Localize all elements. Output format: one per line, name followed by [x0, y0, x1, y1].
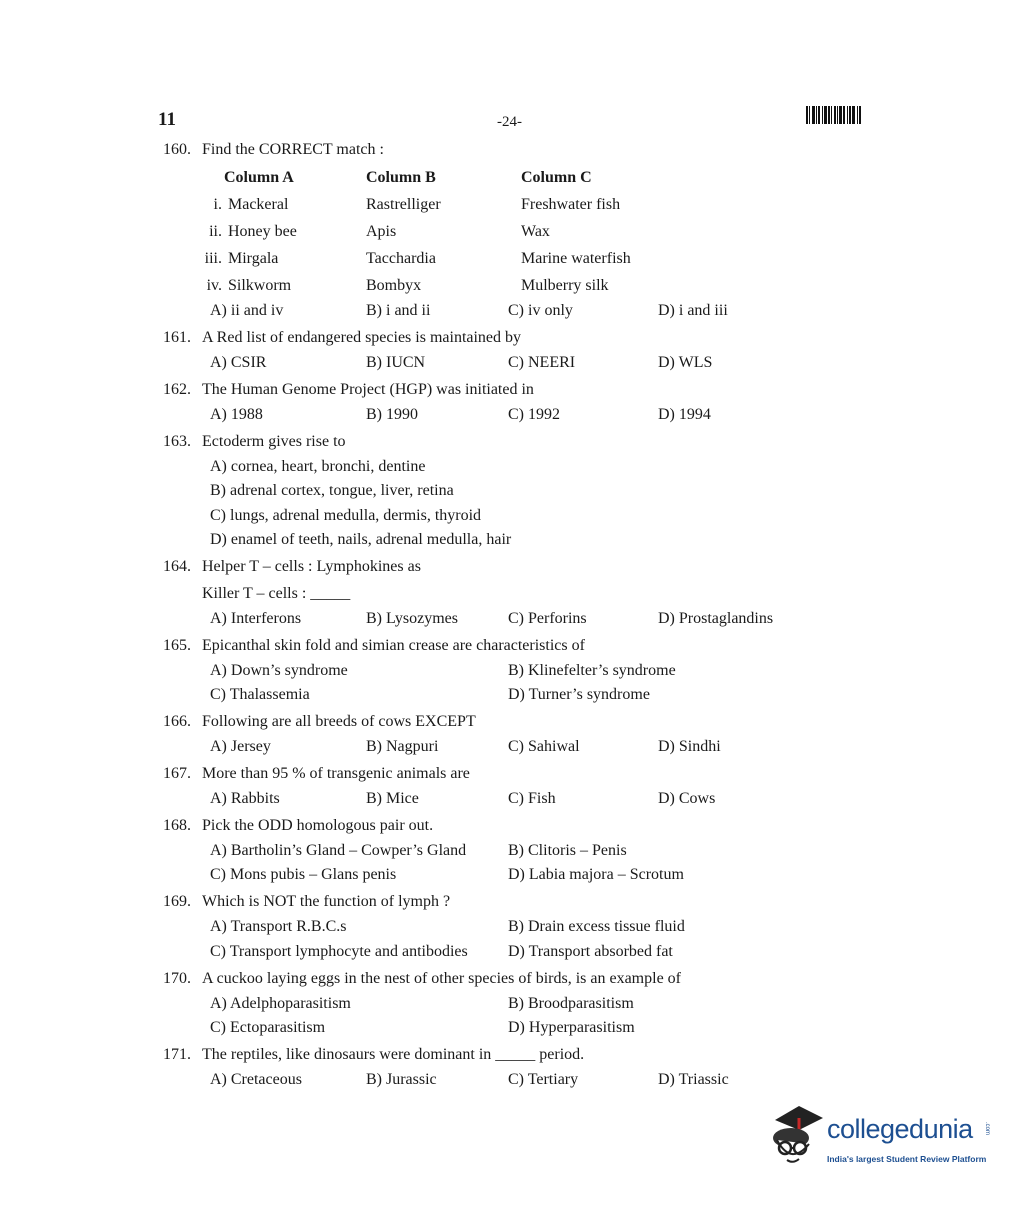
logo-tagline: India's largest Student Review Platform [827, 1154, 987, 1164]
option-a: A) ii and iv [210, 302, 284, 319]
option-d: D) Triassic [658, 1071, 729, 1088]
option-a: A) Transport R.B.C.s [210, 918, 347, 935]
question-number: 161. [163, 329, 191, 346]
question-stem: Following are all breeds of cows EXCEPT [202, 713, 476, 730]
question-stem: Ectoderm gives rise to [202, 433, 346, 450]
question-number: 165. [163, 637, 191, 654]
question-stem: Find the CORRECT match : [202, 141, 384, 158]
option-d: D) Hyperparasitism [508, 1019, 635, 1036]
column-a-cell: Silkworm [228, 277, 292, 294]
question-number: 160. [163, 141, 191, 158]
column-b-cell: Apis [366, 223, 397, 240]
question-number: 163. [163, 433, 191, 450]
option-a: A) CSIR [210, 354, 267, 371]
column-b-header: Column B [366, 169, 436, 186]
option-b: B) Clitoris – Penis [508, 842, 627, 859]
option-d: D) Transport absorbed fat [508, 943, 673, 960]
column-a-cell: Honey bee [228, 223, 297, 240]
column-b-cell: Bombyx [366, 277, 422, 294]
question-stem: More than 95 % of transgenic animals are [202, 765, 470, 782]
row-numeral: ii. [209, 223, 222, 240]
question-stem: A Red list of endangered species is maintained by [202, 329, 522, 346]
question-number: 169. [163, 893, 191, 910]
column-a-cell: Mackeral [228, 196, 289, 213]
option-b: B) Lysozymes [366, 610, 458, 627]
option-a: A) Adelphoparasitism [210, 995, 351, 1012]
option-c: C) Ectoparasitism [210, 1019, 326, 1036]
option-b: B) IUCN [366, 354, 426, 371]
question-number: 170. [163, 970, 191, 987]
option-c: C) 1992 [508, 406, 560, 423]
option-b: B) i and ii [366, 302, 431, 319]
option-d: D) Prostaglandins [658, 610, 774, 627]
option-d: D) i and iii [658, 302, 728, 319]
option-c: C) NEERI [508, 354, 576, 371]
question-number: 171. [163, 1046, 191, 1063]
collegedunia-logo[interactable] [765, 1104, 995, 1174]
option-c: C) Tertiary [508, 1071, 579, 1088]
column-a-cell: Mirgala [228, 250, 279, 267]
logo-wordmark: collegedunia [827, 1114, 973, 1144]
option-b: B) Klinefelter’s syndrome [508, 662, 676, 679]
option-a: A) Rabbits [210, 790, 280, 807]
question-stem: Helper T – cells : Lymphokines as [202, 558, 421, 575]
option-d: D) 1994 [658, 406, 711, 423]
option-b: B) 1990 [366, 406, 418, 423]
row-numeral: iv. [206, 277, 222, 294]
option-a: A) Jersey [210, 738, 271, 755]
option-b: B) Nagpuri [366, 738, 439, 755]
column-c-cell: Freshwater fish [521, 196, 621, 213]
option-c: C) iv only [508, 302, 573, 319]
option-b: B) adrenal cortex, tongue, liver, retina [210, 482, 454, 499]
row-numeral: i. [213, 196, 222, 213]
option-c: C) Perforins [508, 610, 587, 627]
option-d: D) Labia majora – Scrotum [508, 866, 684, 883]
question-number: 168. [163, 817, 191, 834]
option-d: D) Sindhi [658, 738, 721, 755]
column-a-header: Column A [224, 169, 294, 186]
option-c: C) Fish [508, 790, 556, 807]
option-b: B) Mice [366, 790, 419, 807]
option-c: C) Mons pubis – Glans penis [210, 866, 397, 883]
option-a: A) Down’s syndrome [210, 662, 348, 679]
option-a: A) Cretaceous [210, 1071, 302, 1088]
option-b: B) Drain excess tissue fluid [508, 918, 685, 935]
option-c: C) lungs, adrenal medulla, dermis, thyroid [210, 507, 482, 524]
option-d: D) WLS [658, 354, 713, 371]
option-c: C) Thalassemia [210, 686, 310, 703]
column-b-cell: Tacchardia [366, 250, 436, 267]
option-c: C) Transport lymphocyte and antibodies [210, 943, 468, 960]
mascot-icon [765, 1104, 827, 1174]
barcode-image [806, 106, 868, 124]
page-number: -24- [497, 114, 522, 130]
logo-domain: .com [984, 1122, 990, 1136]
question-stem: The Human Genome Project (HGP) was initiated in [202, 381, 534, 398]
option-d: D) enamel of teeth, nails, adrenal medulla, hair [210, 531, 512, 548]
question-number: 164. [163, 558, 191, 575]
row-numeral: iii. [204, 250, 222, 267]
column-c-cell: Marine waterfish [521, 250, 631, 267]
question-stem: A cuckoo laying eggs in the nest of other species of birds, is an example of [202, 970, 681, 987]
question-number: 162. [163, 381, 191, 398]
option-a: A) Bartholin’s Gland – Cowper’s Gland [210, 842, 467, 859]
option-a: A) Interferons [210, 610, 302, 627]
option-d: D) Turner’s syndrome [508, 686, 650, 703]
question-number: 167. [163, 765, 191, 782]
question-stem: Epicanthal skin fold and simian crease are characteristics of [202, 637, 585, 654]
option-d: D) Cows [658, 790, 716, 807]
question-stem-line-2: Killer T – cells : _____ [202, 585, 351, 602]
paper-code: 11 [158, 109, 176, 130]
option-b: B) Broodparasitism [508, 995, 634, 1012]
column-b-cell: Rastrelliger [366, 196, 441, 213]
column-c-cell: Mulberry silk [521, 277, 609, 294]
option-a: A) cornea, heart, bronchi, dentine [210, 458, 426, 475]
question-number: 166. [163, 713, 191, 730]
option-c: C) Sahiwal [508, 738, 580, 755]
option-a: A) 1988 [210, 406, 263, 423]
question-stem: The reptiles, like dinosaurs were dominant in _____ period. [202, 1046, 585, 1063]
column-c-cell: Wax [521, 223, 550, 240]
question-stem: Which is NOT the function of lymph ? [202, 893, 451, 910]
option-b: B) Jurassic [366, 1071, 437, 1088]
question-stem: Pick the ODD homologous pair out. [202, 817, 434, 834]
column-c-header: Column C [521, 169, 592, 186]
